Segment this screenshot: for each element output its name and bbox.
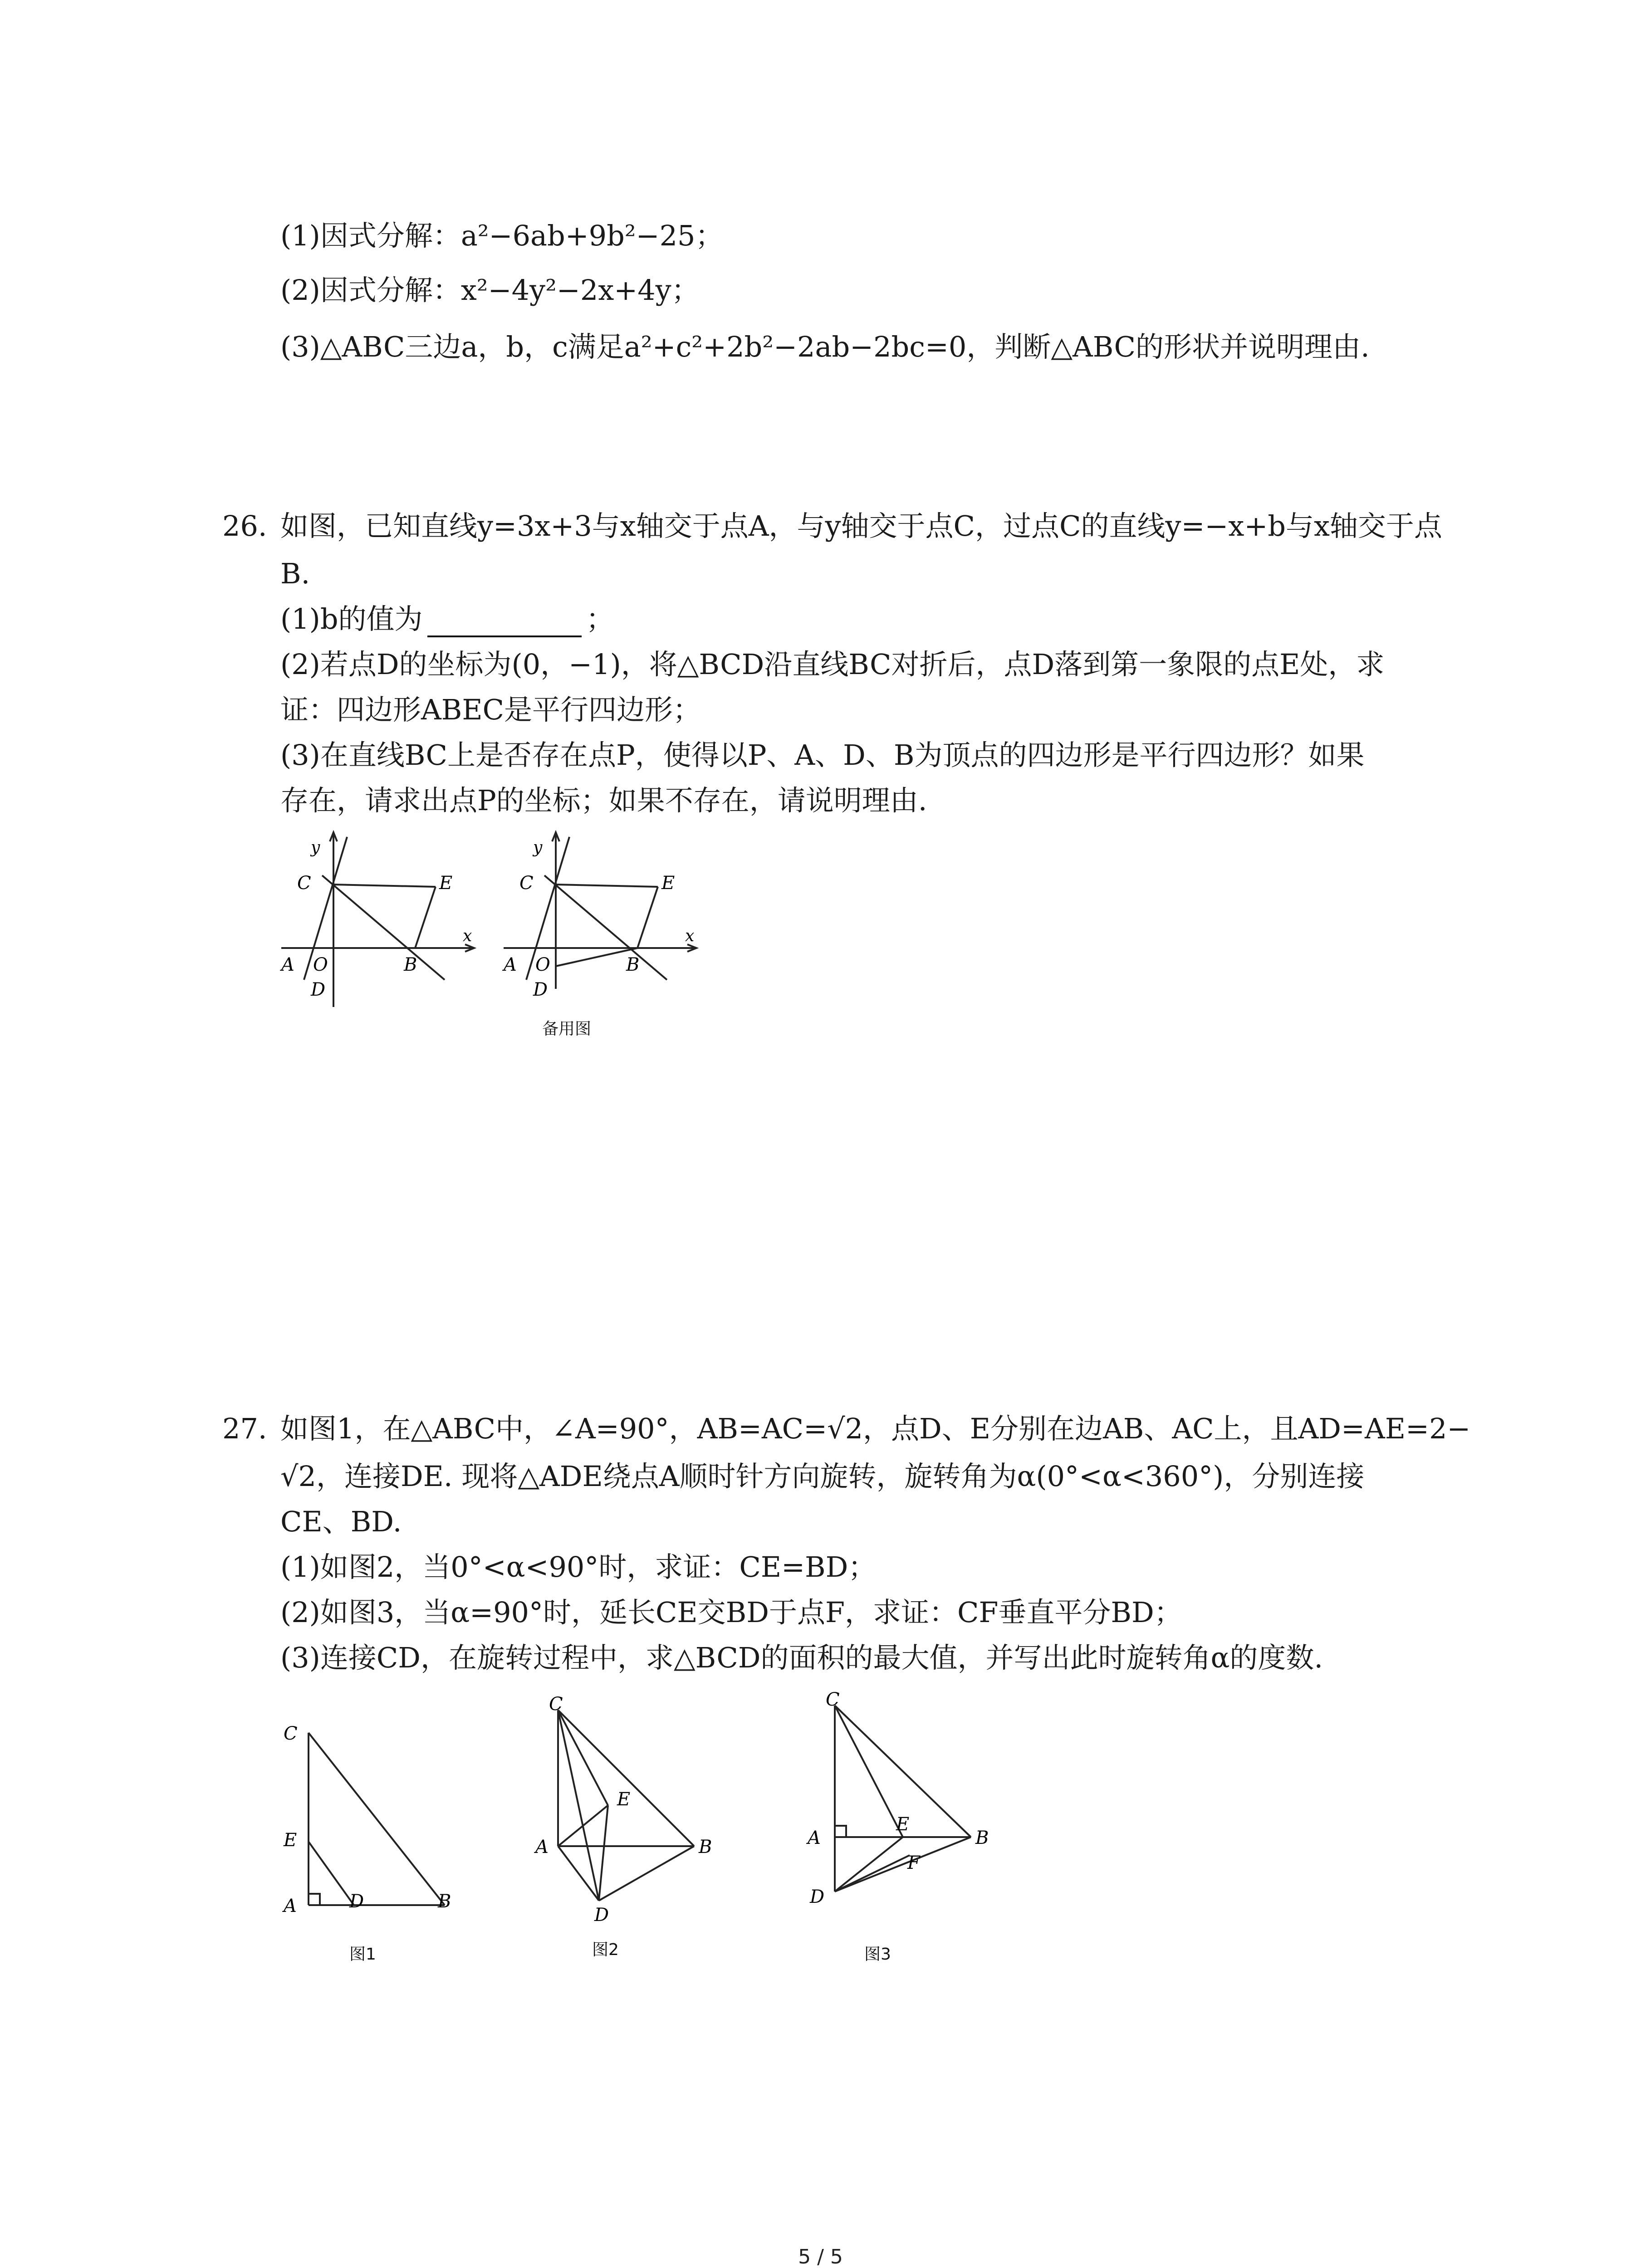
- q25-part2: (2)因式分解：x²−4y²−2x+4y；: [280, 274, 700, 307]
- q26-figure-main: [272, 826, 490, 1018]
- q27-fig1-caption: 图1: [349, 1945, 376, 1964]
- page-number: 5 / 5: [798, 2245, 843, 2268]
- segment-ce: [333, 885, 436, 887]
- q27-fig3-caption: 图3: [864, 1945, 891, 1964]
- fig-label-a: A: [504, 954, 517, 975]
- q27-fig2-caption: 图2: [592, 1941, 619, 1959]
- fig-label-x: x: [463, 927, 472, 945]
- fig-label-x: x: [685, 927, 695, 945]
- fig-label-y: y: [311, 838, 320, 857]
- q27-figure-3-svg: [798, 1687, 1016, 1923]
- q25-part1: (1)因式分解：a²−6ab+9b²−25；: [280, 219, 724, 252]
- q26-stem-line2: B.: [280, 557, 310, 590]
- fig-label-e: E: [284, 1830, 297, 1851]
- q27-stem-line2: √2，连接DE. 现将△ADE绕点A顺时针方向旋转，旋转角为α(0°<α<360°)，分别连接: [280, 1460, 1365, 1493]
- fig-label-e: E: [661, 873, 675, 894]
- q27-stem-line3: CE、BD.: [280, 1505, 402, 1538]
- fig-label-o: O: [313, 954, 328, 975]
- q27-part2: (2)如图3，当α=90°时，延长CE交BD于点F，求证：CF垂直平分BD；: [280, 1596, 1182, 1629]
- fig-label-o: O: [535, 954, 550, 975]
- q26-part2-line2: 证：四边形ABEC是平行四边形；: [280, 693, 701, 726]
- q27-number: 27.: [222, 1412, 267, 1445]
- fig-label-e: E: [439, 873, 453, 894]
- fig-label-d: D: [594, 1905, 609, 1926]
- fig-label-c: C: [519, 873, 534, 894]
- fig-label-f: F: [907, 1853, 920, 1873]
- fig-label-a: A: [281, 954, 294, 975]
- fig-label-c: C: [297, 873, 311, 894]
- fig-label-c: C: [826, 1689, 840, 1710]
- q27-figure-2: [522, 1692, 730, 1930]
- q26-part2-line1: (2)若点D的坐标为(0，−1)，将△BCD沿直线BC对折后，点D落到第一象限的点E处，求: [280, 648, 1385, 681]
- q27-figure-1-svg: [277, 1706, 467, 1914]
- q26-part1-suffix: ；: [586, 602, 614, 635]
- fig-label-b: B: [438, 1891, 451, 1912]
- answer-blank[interactable]: [427, 608, 582, 637]
- fig-label-d: D: [311, 979, 326, 1000]
- q26-backup-caption: 备用图: [542, 1020, 592, 1038]
- fig-label-d: D: [349, 1891, 364, 1912]
- q26-number: 26.: [222, 509, 267, 543]
- q27-figure-1: [277, 1706, 467, 1916]
- q26-figure-backup: [495, 826, 712, 1018]
- q26-part3-line1: (3)在直线BC上是否存在点P，使得以P、A、D、B为顶点的四边形是平行四边形？如果: [280, 738, 1365, 772]
- q26-part1-prefix: (1)b的值为: [280, 602, 423, 635]
- fig-label-e: E: [896, 1814, 910, 1835]
- fig-label-c: C: [284, 1723, 298, 1744]
- fig-label-a: A: [284, 1896, 297, 1914]
- fig-label-b: B: [404, 954, 417, 975]
- fig-label-b: B: [975, 1828, 989, 1848]
- q26-stem-line1: 如图，已知直线y=3x+3与x轴交于点A，与y轴交于点C，过点C的直线y=−x+b与x轴交于点: [280, 509, 1442, 543]
- fig-label-y: y: [533, 838, 543, 857]
- q27-part1: (1)如图2，当0°<α<90°时，求证：CE=BD；: [280, 1550, 877, 1584]
- fig-label-c: C: [549, 1694, 563, 1715]
- q27-part3: (3)连接CD，在旋转过程中，求△BCD的面积的最大值，并写出此时旋转角α的度数.: [280, 1641, 1323, 1674]
- q26-part3-line2: 存在，请求出点P的坐标；如果不存在，请说明理由.: [280, 784, 927, 817]
- line-cb: [322, 875, 445, 980]
- q27-figure-3: [798, 1687, 1016, 1925]
- q27-stem-line1: 如图1，在△ABC中，∠A=90°，AB=AC=√2，点D、E分别在边AB、AC上，且AD=AE=2−: [280, 1412, 1471, 1445]
- q25-part3: (3)△ABC三边a，b，c满足a²+c²+2b²−2ab−2bc=0，判断△ABC的形状并说明理由.: [280, 330, 1370, 363]
- fig-label-d: D: [810, 1887, 825, 1907]
- q26-part1: [280, 601, 614, 637]
- fig-label-d: D: [533, 979, 548, 1000]
- q26-figure-backup-svg: [495, 826, 712, 1016]
- fig-label-a: A: [808, 1828, 821, 1848]
- fig-label-b: B: [626, 954, 640, 975]
- fig-label-a: A: [535, 1837, 549, 1857]
- fig-label-e: E: [617, 1789, 631, 1810]
- q26-figure-main-svg: [272, 826, 490, 1016]
- fig-label-b: B: [699, 1837, 712, 1857]
- q27-figure-2-svg: [522, 1692, 730, 1928]
- segment-eb: [415, 887, 436, 948]
